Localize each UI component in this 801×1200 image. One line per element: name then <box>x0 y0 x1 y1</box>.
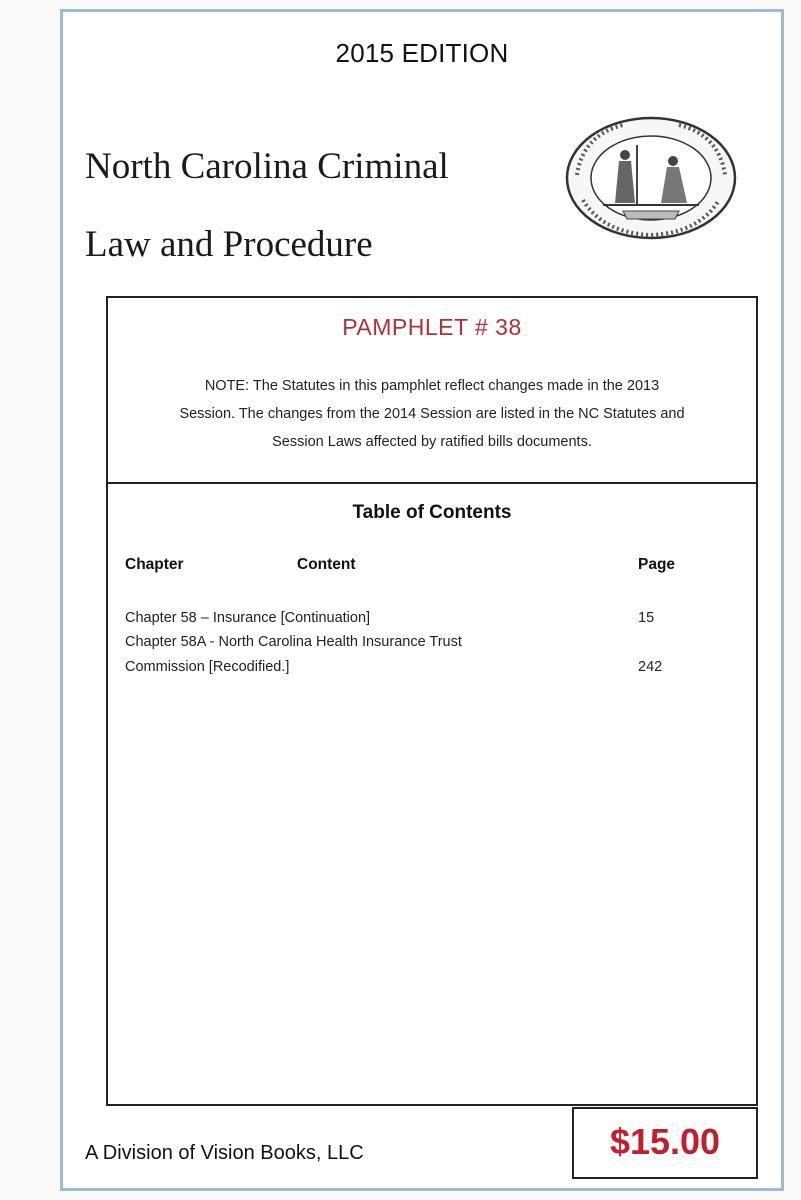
state-seal-icon <box>563 115 739 241</box>
note-line: Session Laws affected by ratified bills documents. <box>272 434 592 450</box>
price-label: $15.00 <box>609 1121 721 1162</box>
note-line: NOTE: The Statutes in this pamphlet reflect changes made in the 2013 <box>204 378 660 394</box>
toc-title: Table of Contents <box>352 502 512 523</box>
price-box <box>572 1107 758 1179</box>
toc-header-chapter: Chapter <box>125 556 184 573</box>
toc-header-content: Content <box>297 556 356 573</box>
note-text <box>122 372 742 456</box>
title-line-2: Law and Procedure <box>85 224 373 265</box>
note-line: Session. The changes from the 2014 Session are listed in the NC Statutes and <box>179 406 685 422</box>
title-line-1: North Carolina Criminal <box>85 146 449 187</box>
edition-label: 2015 EDITION <box>335 38 509 68</box>
toc-entry: Chapter 58 – Insurance [Continuation] <box>125 610 371 626</box>
toc-entry: Chapter 58A - North Carolina Health Insurance Trust <box>125 634 462 650</box>
cover-frame <box>60 9 784 1191</box>
toc-entry: Commission [Recodified.] <box>125 659 290 675</box>
toc-entry-page: 15 <box>638 610 655 626</box>
toc-header-page: Page <box>638 556 676 573</box>
toc-entry-page: 242 <box>638 659 663 675</box>
publisher-label: A Division of Vision Books, LLC <box>85 1142 364 1164</box>
table-of-contents-box <box>106 482 758 1106</box>
pamphlet-info-box <box>106 296 758 484</box>
pamphlet-number: PAMPHLET # 38 <box>342 314 522 340</box>
